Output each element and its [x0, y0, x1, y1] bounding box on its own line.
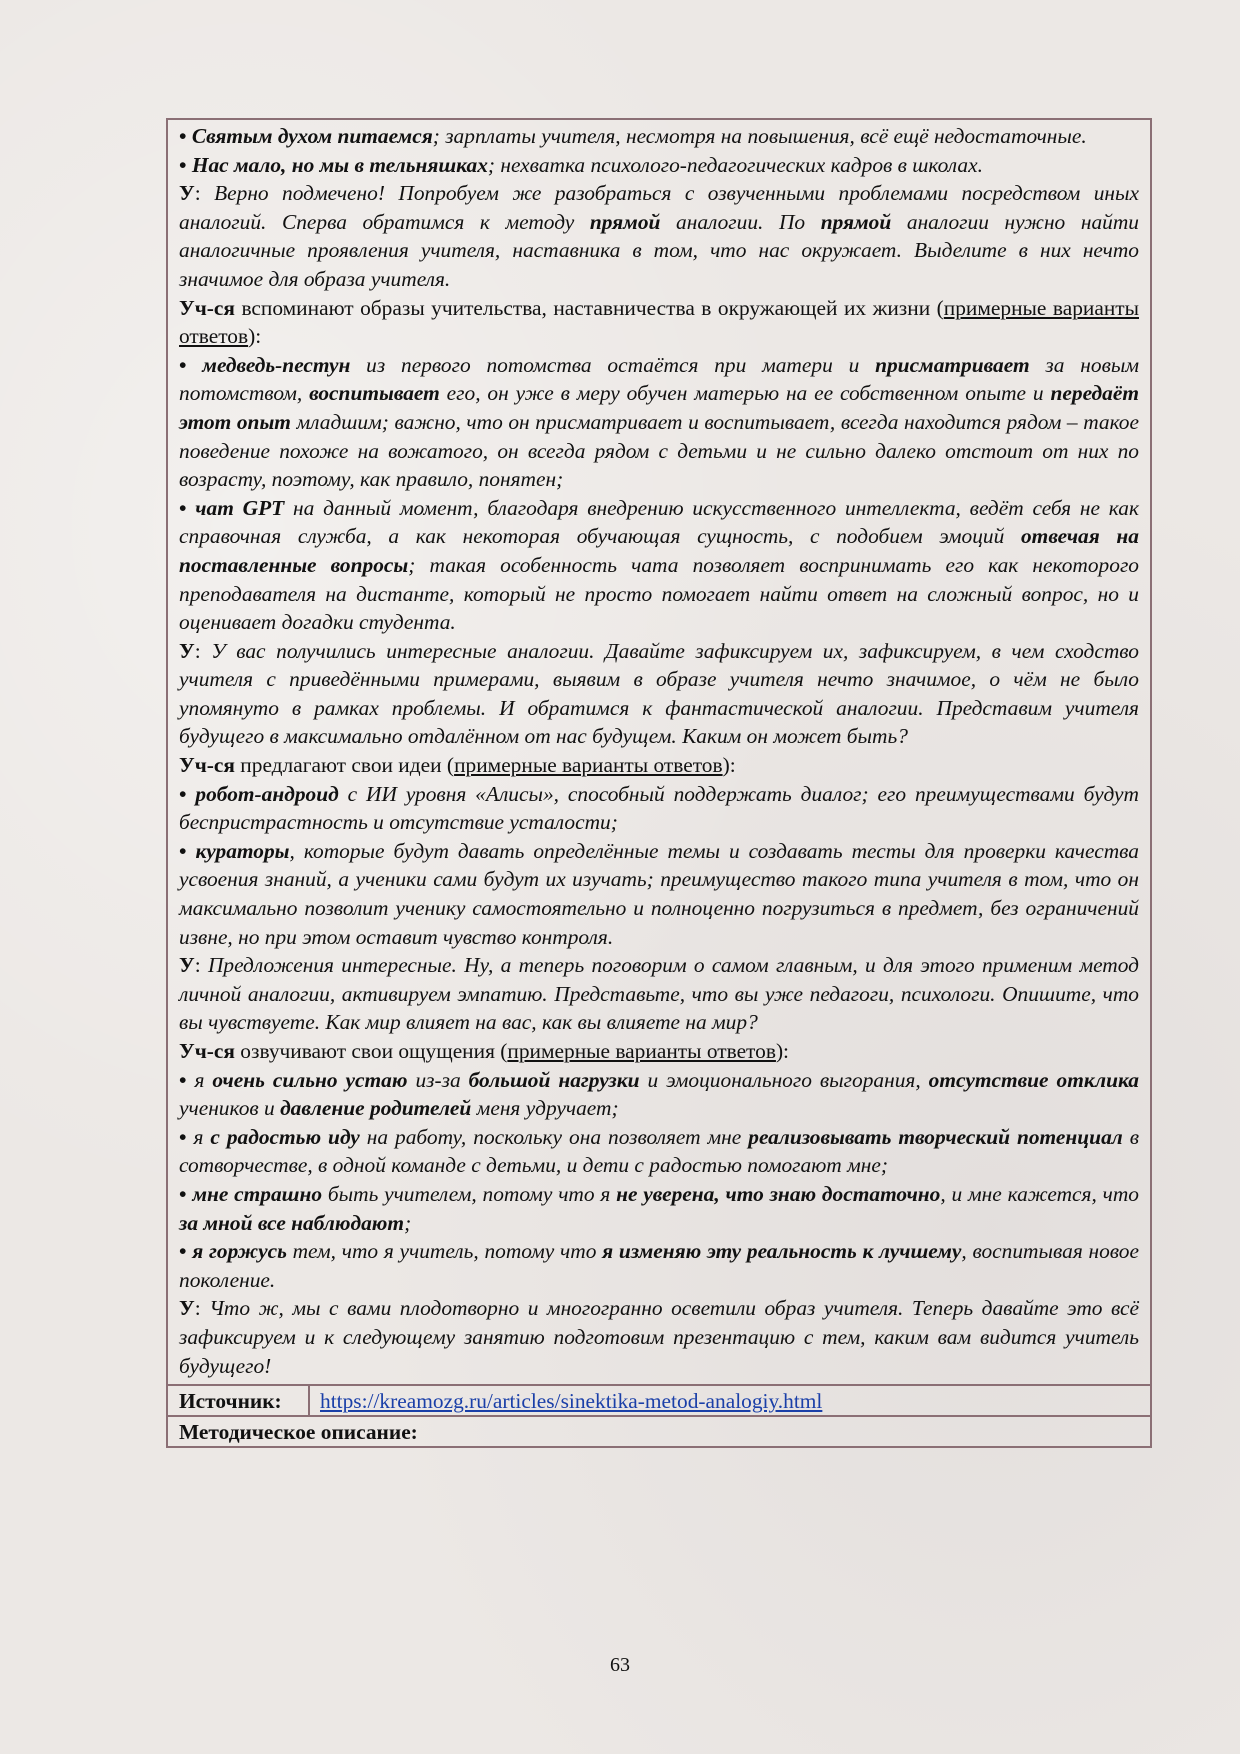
speaker-students: Уч-ся — [179, 295, 235, 320]
method-row — [168, 1415, 1150, 1446]
speaker-teacher: У — [179, 181, 195, 206]
answer-tired: • я очень сильно устаю из-за большой нагрузки и эмоционального выгорания, отсутствие отклика учеников и давление родителей меня удручает; — [179, 1067, 1139, 1121]
source-cell — [310, 1386, 832, 1415]
source-row — [168, 1384, 1150, 1415]
teacher-remark-3: У: Предложения интересные. Ну, а теперь поговорим о самом главным, и для этого применим метод личной аналогии, активируем эмпатию. Представьте, что вы уже педагоги, психологи. Опишите, что вы чувствуете. Как мир влияет на вас, как вы влияете на мир? — [179, 953, 1139, 1035]
speaker-teacher: У — [179, 953, 195, 978]
answer-bear: • медведь-пестун из первого потомства остаётся при матери и присматривает за новым потомством, воспитывает его, он уже в меру обучен матерью на ее собственном опыте и передаёт этот опыт младшим; важно, что он присматривает и воспитывает, всегда находится рядом – такое поведение похоже на вожатого, он всегда рядом с детьми и не сильно далеко отстоит от них по возрасту, поэтому, как правило, понятен; — [179, 352, 1139, 492]
paragraph-2: • Нас мало, но мы в тельняшках; нехватка психолого-педагогических кадров в школах. — [179, 152, 983, 177]
paragraph-1: • Святым духом питаемся; зарплаты учителя, несмотря на повышения, всё ещё недостаточные. — [179, 124, 1087, 148]
dialogue-text — [168, 120, 1150, 1384]
answer-afraid: • мне страшно быть учителем, потому что я не уверена, что знаю достаточно, и мне кажется, что за мной все наблюдают; — [179, 1181, 1139, 1235]
source-link[interactable]: https://kreamozg.ru/articles/sinektika-metod-analogiy.html — [320, 1389, 823, 1414]
students-remark-2: Уч-ся предлагают свои идеи (примерные варианты ответов): — [179, 753, 736, 778]
answer-joy: • я с радостью иду на работу, поскольку она позволяет мне реализовывать творческий потенциал в сотворчестве, в одной команде с детьми, и дети с радостью помогают мне; — [179, 1124, 1140, 1178]
students-remark-3: Уч-ся озвучивают свои ощущения (примерные варианты ответов): — [179, 1039, 790, 1063]
page-number: 63 — [610, 1654, 630, 1676]
answer-proud: • я горжусь тем, что я учитель, потому что я изменяю эту реальность к лучшему, воспитывая новое поколение. — [179, 1239, 1139, 1292]
speaker-teacher: У — [179, 1296, 195, 1321]
method-label: Методическое описание: — [179, 1420, 418, 1445]
speaker-students: Уч-ся — [179, 1039, 235, 1063]
students-remark-1: Уч-ся вспоминают образы учительства, наставничества в окружающей их жизни (примерные варианты ответов): — [179, 295, 1139, 349]
content-table — [166, 118, 1152, 1448]
speaker-students: Уч-ся — [179, 753, 235, 778]
answer-chat-gpt: • чат GPT на данный момент, благодаря внедрению искусственного интеллекта, ведёт себя не как справочная служба, а как некоторая обучающая сущность, с подобием эмоций отвечая на поставленные вопросы; такая особенность чата позволяет воспринимать его как некоторого преподавателя на дистанте, который не просто помогает найти ответ на сложный вопрос, но и оценивает догадки студента. — [179, 495, 1139, 635]
teacher-remark-2: У: У вас получились интересные аналогии. Давайте зафиксируем их, зафиксируем, в чем сходство учителя с приведёнными примерами, выявим в образе учителя нечто значимое, о чём не было упомянуто в рамках проблемы. И обратимся к фантастической аналогии. Представим учителя будущего в максимально отдалённом от нас будущем. Каким он может быть? — [179, 638, 1139, 749]
speaker-teacher: У — [179, 638, 195, 663]
teacher-remark-1: У: Верно подмечено! Попробуем же разобраться с озвученными проблемами посредством иных аналогий. Сперва обратимся к методу прямой аналогии. По прямой аналогии нужно найти аналогичные проявления учителя, наставника в том, что нас окружает. Выделите в них нечто значимое для образа учителя. — [179, 181, 1139, 291]
answer-robot: • робот-андроид с ИИ уровня «Алисы», способный поддержать диалог; его преимуществами будут беспристрастность и отсутствие усталости; — [179, 781, 1140, 835]
answer-curators: • кураторы, которые будут давать определённые темы и создавать тесты для проверки качества усвоения знаний, а ученики сами будут их изучать; преимущество такого типа учителя в том, что он максимально позволит ученику самостоятельно и полноценно погрузиться в предмет, без ограничений извне, но при этом оставит чувство контроля. — [179, 838, 1139, 949]
teacher-remark-4: У: Что ж, мы с вами плодотворно и многогранно осветили образ учителя. Теперь давайте это всё зафиксируем и к следующему занятию подготовим презентацию с тем, каким вам видится учитель будущего! — [179, 1296, 1140, 1378]
source-label: Источник: — [168, 1386, 310, 1415]
